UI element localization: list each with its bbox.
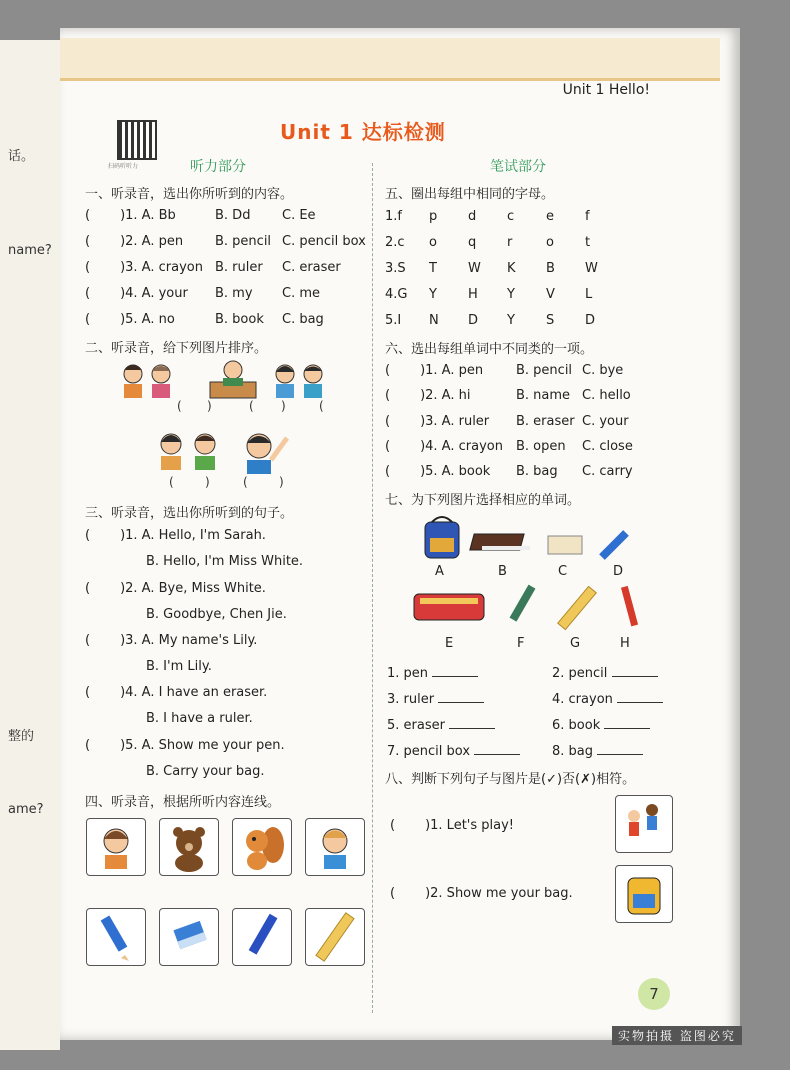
q1-option-c: C. Ee bbox=[282, 208, 316, 223]
q1-option-b: B. Dd bbox=[215, 208, 251, 223]
prev-page-fragment: 话。 bbox=[8, 149, 35, 164]
q1-option-b: B. pencil bbox=[215, 234, 272, 249]
boy-picture-box bbox=[305, 818, 365, 876]
page-number: 7 bbox=[638, 978, 670, 1010]
q3-option-b: B. Carry your bag. bbox=[146, 764, 265, 779]
q1-title: 一、听录音，选出你所听到的内容。 bbox=[85, 187, 294, 202]
q6-option-c: C. your bbox=[582, 414, 629, 429]
q7-word: 4. crayon bbox=[552, 691, 663, 707]
play-picture-box bbox=[615, 795, 673, 853]
svg-text:): ) bbox=[205, 475, 210, 489]
q3-title: 三、听录音，选出你所听到的句子。 bbox=[85, 506, 294, 521]
q1-item: ( )4. A. your bbox=[85, 286, 188, 301]
eraser-picture-box bbox=[159, 908, 219, 966]
q6-item: ( )1. A. pen bbox=[385, 363, 484, 378]
previous-page-edge bbox=[0, 40, 60, 1050]
pencil-picture-box bbox=[86, 908, 146, 966]
q1-option-b: B. ruler bbox=[215, 260, 263, 275]
picture-label: G bbox=[570, 636, 581, 651]
boy-waving-picture bbox=[247, 434, 287, 474]
q7-word: 7. pencil box bbox=[387, 743, 520, 759]
column-divider bbox=[372, 163, 373, 1013]
q5-row: 3.S T W K B W bbox=[385, 261, 598, 276]
q6-item: ( )4. A. crayon bbox=[385, 439, 503, 454]
q1-item: ( )2. A. pen bbox=[85, 234, 184, 249]
worksheet-page bbox=[60, 28, 740, 1040]
picture-label: C bbox=[558, 564, 568, 579]
girl-picture-box bbox=[86, 818, 146, 876]
picture-label: B bbox=[498, 564, 507, 579]
q6-option-b: B. bag bbox=[516, 464, 558, 479]
q4-title: 四、听录音，根据所听内容连线。 bbox=[85, 795, 281, 810]
q6-item: ( )5. A. book bbox=[385, 464, 491, 479]
q5-row: 1.f p d c e f bbox=[385, 209, 590, 224]
q1-item: ( )1. A. Bb bbox=[85, 208, 176, 223]
two-children-picture bbox=[276, 365, 322, 398]
watermark-stamp: 实物拍摄 盗图必究 bbox=[612, 1026, 742, 1045]
book-icon bbox=[470, 534, 530, 550]
svg-text:(: ( bbox=[169, 475, 174, 489]
page-title: Unit 1 达标检测 bbox=[280, 120, 446, 144]
q1-option-c: C. me bbox=[282, 286, 321, 301]
q6-option-c: C. hello bbox=[582, 388, 631, 403]
q3-item: ( )5. A. Show me your pen. bbox=[85, 738, 285, 753]
q7-word: 5. eraser bbox=[387, 717, 495, 733]
girl-boy-picture bbox=[161, 434, 215, 470]
svg-text:): ) bbox=[207, 399, 212, 413]
q1-option-c: C. pencil box bbox=[282, 234, 366, 249]
q1-item: ( )3. A. crayon bbox=[85, 260, 203, 275]
listening-header: 听力部分 bbox=[190, 159, 246, 175]
q8-title: 八、判断下列句子与图片是(✓)否(✗)相符。 bbox=[385, 772, 636, 787]
q7-word: 8. bag bbox=[552, 743, 643, 759]
q7-word: 6. book bbox=[552, 717, 650, 733]
pencil-icon bbox=[599, 530, 629, 560]
qr-code-icon bbox=[117, 120, 157, 160]
squirrel-picture-box bbox=[232, 818, 292, 876]
svg-text:(: ( bbox=[243, 475, 248, 489]
picture-label: D bbox=[613, 564, 624, 579]
q6-option-b: B. eraser bbox=[516, 414, 575, 429]
svg-text:(: ( bbox=[319, 399, 324, 413]
ruler-picture-box bbox=[305, 908, 365, 966]
crayon-picture-box bbox=[232, 908, 292, 966]
eraser-icon bbox=[548, 536, 582, 554]
q6-option-b: B. pencil bbox=[516, 363, 573, 378]
running-head: Unit 1 Hello! bbox=[562, 82, 650, 98]
q3-item: ( )2. A. Bye, Miss White. bbox=[85, 581, 266, 596]
q5-row: 2.c o q r o t bbox=[385, 235, 591, 250]
q6-option-b: B. name bbox=[516, 388, 571, 403]
q8-item: ( )1. Let's play! bbox=[390, 818, 515, 833]
pencil-box-icon bbox=[414, 594, 484, 620]
q6-item: ( )2. A. hi bbox=[385, 388, 471, 403]
q7-pictures-row-1 bbox=[410, 512, 650, 562]
q1-option-b: B. my bbox=[215, 286, 253, 301]
svg-text:): ) bbox=[279, 475, 284, 489]
picture-label: A bbox=[435, 564, 444, 579]
q3-option-b: B. I'm Lily. bbox=[146, 659, 212, 674]
q5-title: 五、圈出每组中相同的字母。 bbox=[385, 187, 555, 202]
q6-option-c: C. carry bbox=[582, 464, 633, 479]
svg-text:(: ( bbox=[249, 399, 254, 413]
q3-item: ( )4. A. I have an eraser. bbox=[85, 685, 268, 700]
q7-word: 1. pen bbox=[387, 665, 478, 681]
q2-picture-row-1 bbox=[115, 358, 325, 413]
bag-picture-box bbox=[615, 865, 673, 923]
bear-picture-box bbox=[159, 818, 219, 876]
q3-option-b: B. I have a ruler. bbox=[146, 711, 253, 726]
q3-option-b: B. Hello, I'm Miss White. bbox=[146, 554, 304, 569]
picture-label: E bbox=[445, 636, 454, 651]
q1-option-b: B. book bbox=[215, 312, 264, 327]
q6-option-c: C. bye bbox=[582, 363, 624, 378]
q3-option-b: B. Goodbye, Chen Jie. bbox=[146, 607, 287, 622]
q7-word: 2. pencil bbox=[552, 665, 658, 681]
q7-title: 七、为下列图片选择相应的单词。 bbox=[385, 493, 581, 508]
q8-item: ( )2. Show me your bag. bbox=[390, 886, 573, 901]
q1-option-c: C. eraser bbox=[282, 260, 341, 275]
teacher-desk-picture bbox=[210, 361, 256, 398]
q6-item: ( )3. A. ruler bbox=[385, 414, 490, 429]
svg-text:(: ( bbox=[177, 399, 182, 413]
q3-item: ( )3. A. My name's Lily. bbox=[85, 633, 258, 648]
q6-option-b: B. open bbox=[516, 439, 566, 454]
ruler-icon bbox=[558, 586, 597, 629]
prev-page-fragment: ame? bbox=[8, 802, 44, 817]
q6-title: 六、选出每组单词中不同类的一项。 bbox=[385, 342, 594, 357]
svg-text:): ) bbox=[281, 399, 286, 413]
prev-page-fragment: name? bbox=[8, 243, 52, 258]
picture-label: F bbox=[517, 636, 525, 651]
q2-title: 二、听录音，给下列图片排序。 bbox=[85, 341, 268, 356]
prev-page-fragment: 整的 bbox=[8, 729, 35, 744]
pen-icon bbox=[510, 585, 536, 622]
written-header: 笔试部分 bbox=[490, 159, 546, 175]
q5-row: 5.I N D Y S D bbox=[385, 313, 596, 328]
q7-word: 3. ruler bbox=[387, 691, 484, 707]
q6-option-c: C. close bbox=[582, 439, 633, 454]
backpack-icon bbox=[425, 517, 459, 558]
q7-pictures-row-2 bbox=[412, 584, 652, 634]
q1-option-c: C. bag bbox=[282, 312, 324, 327]
picture-label: H bbox=[620, 636, 630, 651]
q1-item: ( )5. A. no bbox=[85, 312, 175, 327]
kids-greeting-picture bbox=[124, 365, 170, 398]
qr-caption: 扫码听听力 bbox=[108, 163, 139, 170]
q2-picture-row-2 bbox=[155, 428, 305, 490]
q5-row: 4.G Y H Y V L bbox=[385, 287, 593, 302]
crayon-icon bbox=[621, 586, 638, 626]
q3-item: ( )1. A. Hello, I'm Sarah. bbox=[85, 528, 266, 543]
header-band bbox=[60, 38, 720, 81]
